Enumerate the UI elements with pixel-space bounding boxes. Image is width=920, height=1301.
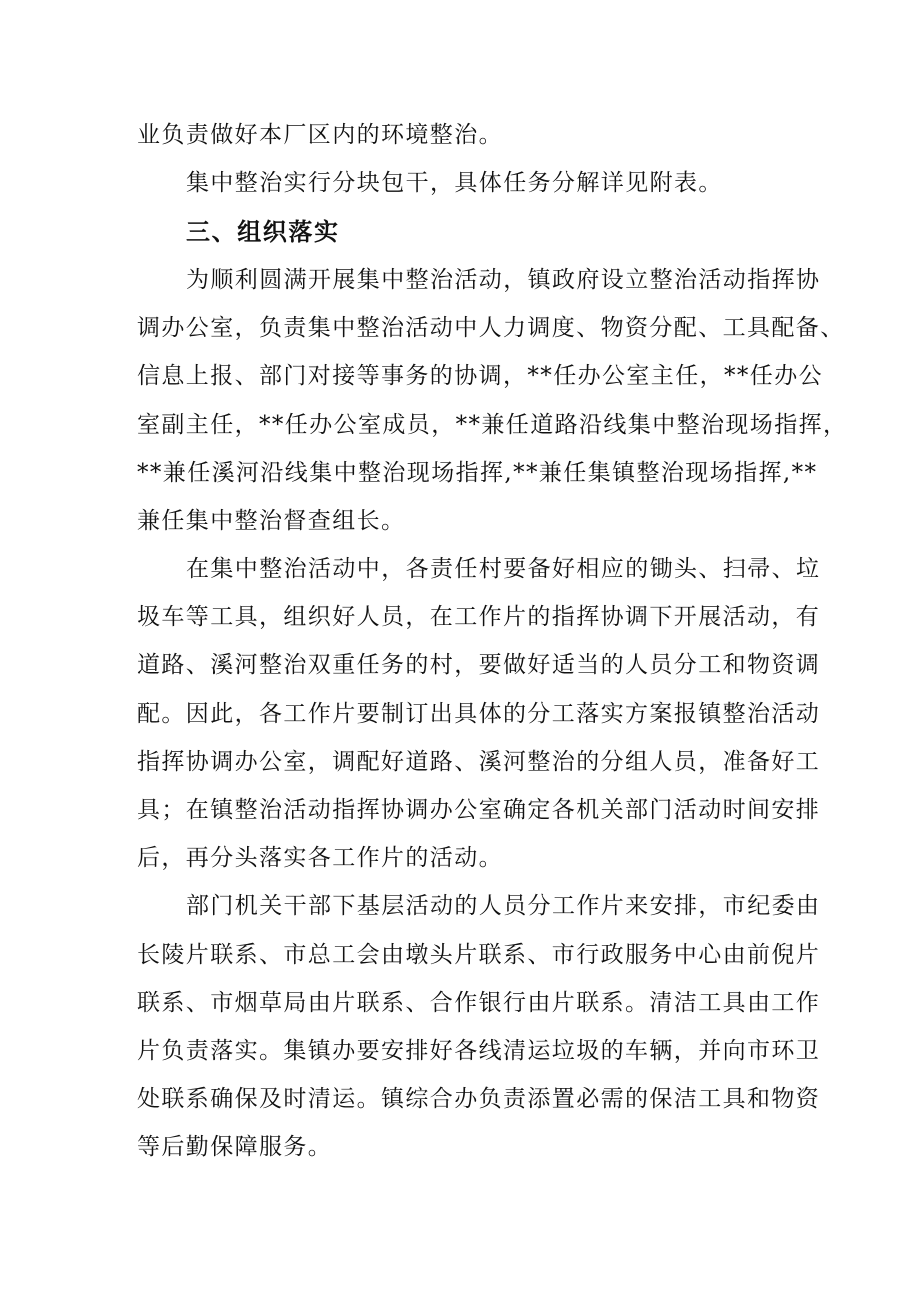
paragraph-line: 为顺利圆满开展集中整治活动，镇政府设立整治活动指挥协 [186,267,821,293]
paragraph-line: 处联系确保及时清运。镇综合办负责添置必需的保洁工具和物资 [137,1086,821,1112]
paragraph-line: 具；在镇整治活动指挥协调办公室确定各机关部门活动时间安排 [137,797,821,823]
paragraph-line: 信息上报、部门对接等事务的协调，**任办公室主任，**任办公 [137,363,823,389]
paragraph-line: 室副主任，**任办公室成员，**兼任道路沿线集中整治现场指挥， [137,412,848,438]
paragraph-line: 等后勤保障服务。 [137,1134,333,1160]
paragraph-line: 片负责落实。集镇办要安排好各线清运垃圾的车辆，并向市环卫 [137,1038,821,1064]
paragraph-line: 兼任集中整治督查组长。 [137,508,406,534]
paragraph-line: 指挥协调办公室，调配好道路、溪河整治的分组人员，准备好工 [137,749,821,775]
paragraph-line: 集中整治实行分块包干，具体任务分解详见附表。 [186,170,723,196]
section-heading: 三、组织落实 [186,218,340,246]
paragraph-line: 部门机关干部下基层活动的人员分工作片来安排，市纪委由 [186,893,821,919]
paragraph-line: 后，再分头落实各工作片的活动。 [137,845,503,871]
paragraph-line: 圾车等工具，组织好人员，在工作片的指挥协调下开展活动，有 [137,604,821,630]
paragraph-line: 联系、市烟草局由片联系、合作银行由片联系。清洁工具由工作 [137,990,821,1016]
paragraph-line: 配。因此，各工作片要制订出具体的分工落实方案报镇整治活动 [137,701,821,727]
paragraph-line: 业负责做好本厂区内的环境整治。 [137,122,503,148]
paragraph-line: 长陵片联系、市总工会由墩头片联系、市行政服务中心由前倪片 [137,942,821,968]
paragraph-line: 调办公室，负责集中整治活动中人力调度、物资分配、工具配备、 [137,315,845,341]
paragraph-line: **兼任溪河沿线集中整治现场指挥,**兼任集镇整治现场指挥,** [137,460,818,486]
paragraph-line: 道路、溪河整治双重任务的村，要做好适当的人员分工和物资调 [137,652,821,678]
paragraph-line: 在集中整治活动中，各责任村要备好相应的锄头、扫帚、垃 [186,556,821,582]
